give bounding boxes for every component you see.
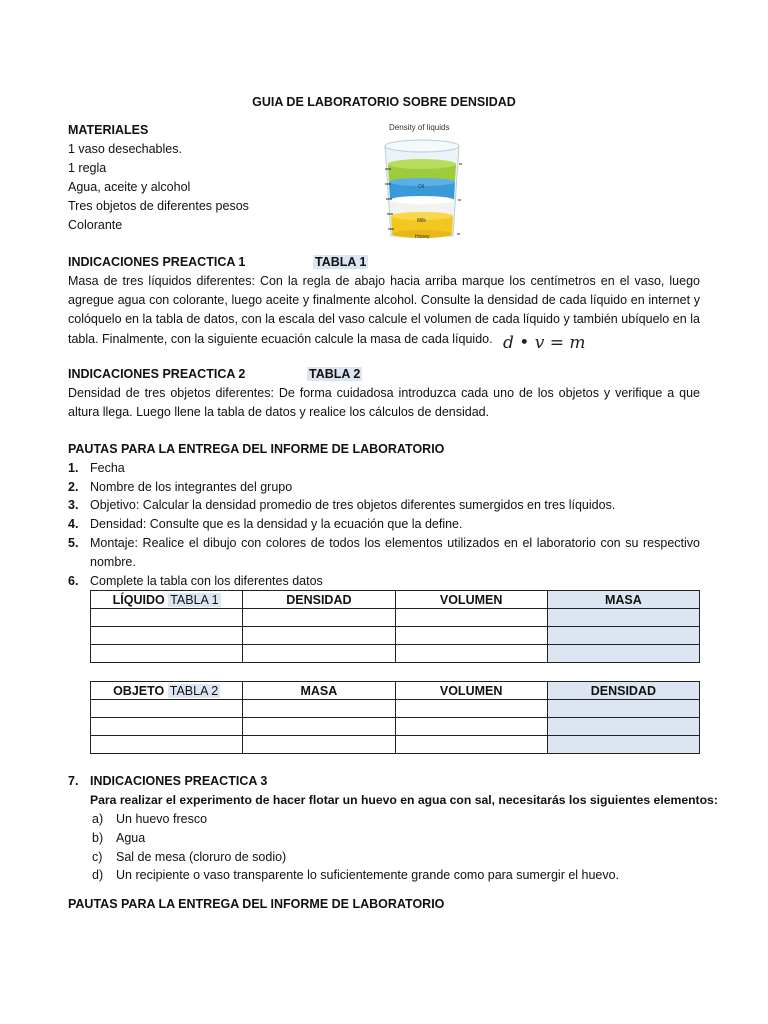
table-cell[interactable] xyxy=(395,609,547,627)
table-cell[interactable] xyxy=(243,645,395,663)
table-cell[interactable] xyxy=(547,627,699,645)
table-cell[interactable] xyxy=(243,700,395,718)
table-cell[interactable] xyxy=(91,700,243,718)
practica3-intro: Para realizar el experimento de hacer flotar un huevo en agua con sal, necesitarás los siguientes elementos: xyxy=(90,793,718,807)
table-row xyxy=(91,609,700,627)
list-letter: b) xyxy=(92,831,104,845)
table-row xyxy=(91,700,700,718)
pautas-item: Montaje: Realice el dibujo con colores de todos los elementos utilizados en el laboratorio con su respectivo nombre. xyxy=(90,536,700,569)
layer-label-honey: Honey xyxy=(415,234,430,240)
table-header-masa: MASA xyxy=(243,682,395,700)
table-header-row xyxy=(91,591,700,609)
material-item: Colorante xyxy=(68,218,123,232)
table-cell[interactable] xyxy=(243,736,395,754)
table-header-volumen: VOLUMEN xyxy=(395,682,547,700)
document-title: GUIA DE LABORATORIO SOBRE DENSIDAD xyxy=(252,95,516,109)
table-cell[interactable] xyxy=(395,645,547,663)
pautas-number: 5. xyxy=(68,536,79,550)
table-row xyxy=(91,627,700,645)
material-item: 1 regla xyxy=(68,161,107,175)
practica1-heading: INDICACIONES PREACTICA 1 xyxy=(68,255,246,269)
practica2-text: Densidad de tres objetos diferentes: De forma cuidadosa introduzca cada uno de los objetos y verifique a que altura llega. Luego llene la tabla de datos y realice los cálculos de densidad. xyxy=(68,386,700,420)
table-header-liquido: LÍQUIDO TABLA 1 xyxy=(91,591,243,609)
pautas-item: Nombre de los integrantes del grupo xyxy=(90,480,293,494)
table-cell[interactable] xyxy=(91,627,243,645)
table-cell[interactable] xyxy=(395,736,547,754)
pautas-number: 3. xyxy=(68,498,79,512)
pautas-number: 1. xyxy=(68,461,79,475)
pautas-heading-repeat: PAUTAS PARA LA ENTREGA DEL INFORME DE LABORATORIO xyxy=(68,897,445,911)
pautas-item: Objetivo: Calcular la densidad promedio de tres objetos diferentes sumergidos en tres líquidos. xyxy=(90,498,616,512)
table-cell[interactable] xyxy=(91,609,243,627)
material-item: Agua, aceite y alcohol xyxy=(68,180,191,194)
density-of-liquids-figure xyxy=(375,118,470,243)
list-item: Un recipiente o vaso transparente lo suficientemente grande como para sumergir el huevo. xyxy=(116,868,620,882)
table-header-row xyxy=(91,682,700,700)
pautas-number: 6. xyxy=(68,574,79,588)
list-letter: a) xyxy=(92,812,104,826)
table-row xyxy=(91,645,700,663)
pautas-number: 7. xyxy=(68,774,79,788)
pautas-heading: PAUTAS PARA LA ENTREGA DEL INFORME DE LABORATORIO xyxy=(68,442,445,456)
list-item: Agua xyxy=(116,831,146,845)
table-cell[interactable] xyxy=(243,718,395,736)
pautas-item: Complete la tabla con los diferentes datos xyxy=(90,574,323,588)
table-cell[interactable] xyxy=(91,645,243,663)
practica2-heading: INDICACIONES PREACTICA 2 xyxy=(68,367,246,381)
figure-caption: Density of liquids xyxy=(389,123,450,132)
table-header-densidad: DENSIDAD xyxy=(547,682,699,700)
liquids-table xyxy=(90,590,700,663)
pautas-item: Fecha xyxy=(90,461,125,475)
table-cell[interactable] xyxy=(547,645,699,663)
table-cell[interactable] xyxy=(243,627,395,645)
table-header-masa: MASA xyxy=(547,591,699,609)
table-cell[interactable] xyxy=(91,736,243,754)
table-cell[interactable] xyxy=(395,718,547,736)
table-cell[interactable] xyxy=(547,609,699,627)
practica1-text: Masa de tres líquidos diferentes: Con la regla de abajo hacia arriba marque los centímetros en el vaso, luego agregue agua con colorante, luego aceite y finalmente alcohol. Consulte la densidad de cada líquido en internet y colóquelo en la tabla de datos, con la escala del vaso calcule el volumen de cada líquido y también ubíquelo en la tabla. Finalmente, con la siguiente ecuación calcule la masa de cada líquido. xyxy=(68,274,700,346)
pautas-number: 4. xyxy=(68,517,79,531)
table-header-densidad: DENSIDAD xyxy=(243,591,395,609)
layer-label-water: Water xyxy=(415,201,429,207)
list-item: Sal de mesa (cloruro de sodio) xyxy=(116,850,287,864)
table-cell[interactable] xyxy=(547,718,699,736)
materiales-heading: MATERIALES xyxy=(68,123,149,137)
table-cell[interactable] xyxy=(547,700,699,718)
density-equation: d • v = m xyxy=(503,333,586,353)
pautas-number: 2. xyxy=(68,480,79,494)
material-item: Tres objetos de diferentes pesos xyxy=(68,199,249,213)
list-item: Un huevo fresco xyxy=(116,812,208,826)
layer-label-oil: Oil xyxy=(418,184,425,190)
material-item: 1 vaso desechables. xyxy=(68,142,182,156)
practica1-tag: TABLA 1 xyxy=(315,255,367,269)
table-row xyxy=(91,736,700,754)
table-row xyxy=(91,718,700,736)
practica2-tag: TABLA 2 xyxy=(309,367,361,381)
list-letter: c) xyxy=(92,850,103,864)
objects-table xyxy=(90,681,700,754)
pautas-item: Densidad: Consulte que es la densidad y la ecuación que la define. xyxy=(90,517,463,531)
table-header-objeto: OBJETO TABLA 2 xyxy=(91,682,243,700)
table-cell[interactable] xyxy=(243,609,395,627)
table-header-volumen: VOLUMEN xyxy=(395,591,547,609)
table-cell[interactable] xyxy=(547,736,699,754)
table-cell[interactable] xyxy=(91,718,243,736)
layer-label-milk: Milk xyxy=(417,218,426,224)
table-cell[interactable] xyxy=(395,627,547,645)
practica3-heading: INDICACIONES PREACTICA 3 xyxy=(90,774,268,788)
table-cell[interactable] xyxy=(395,700,547,718)
list-letter: d) xyxy=(92,868,104,882)
